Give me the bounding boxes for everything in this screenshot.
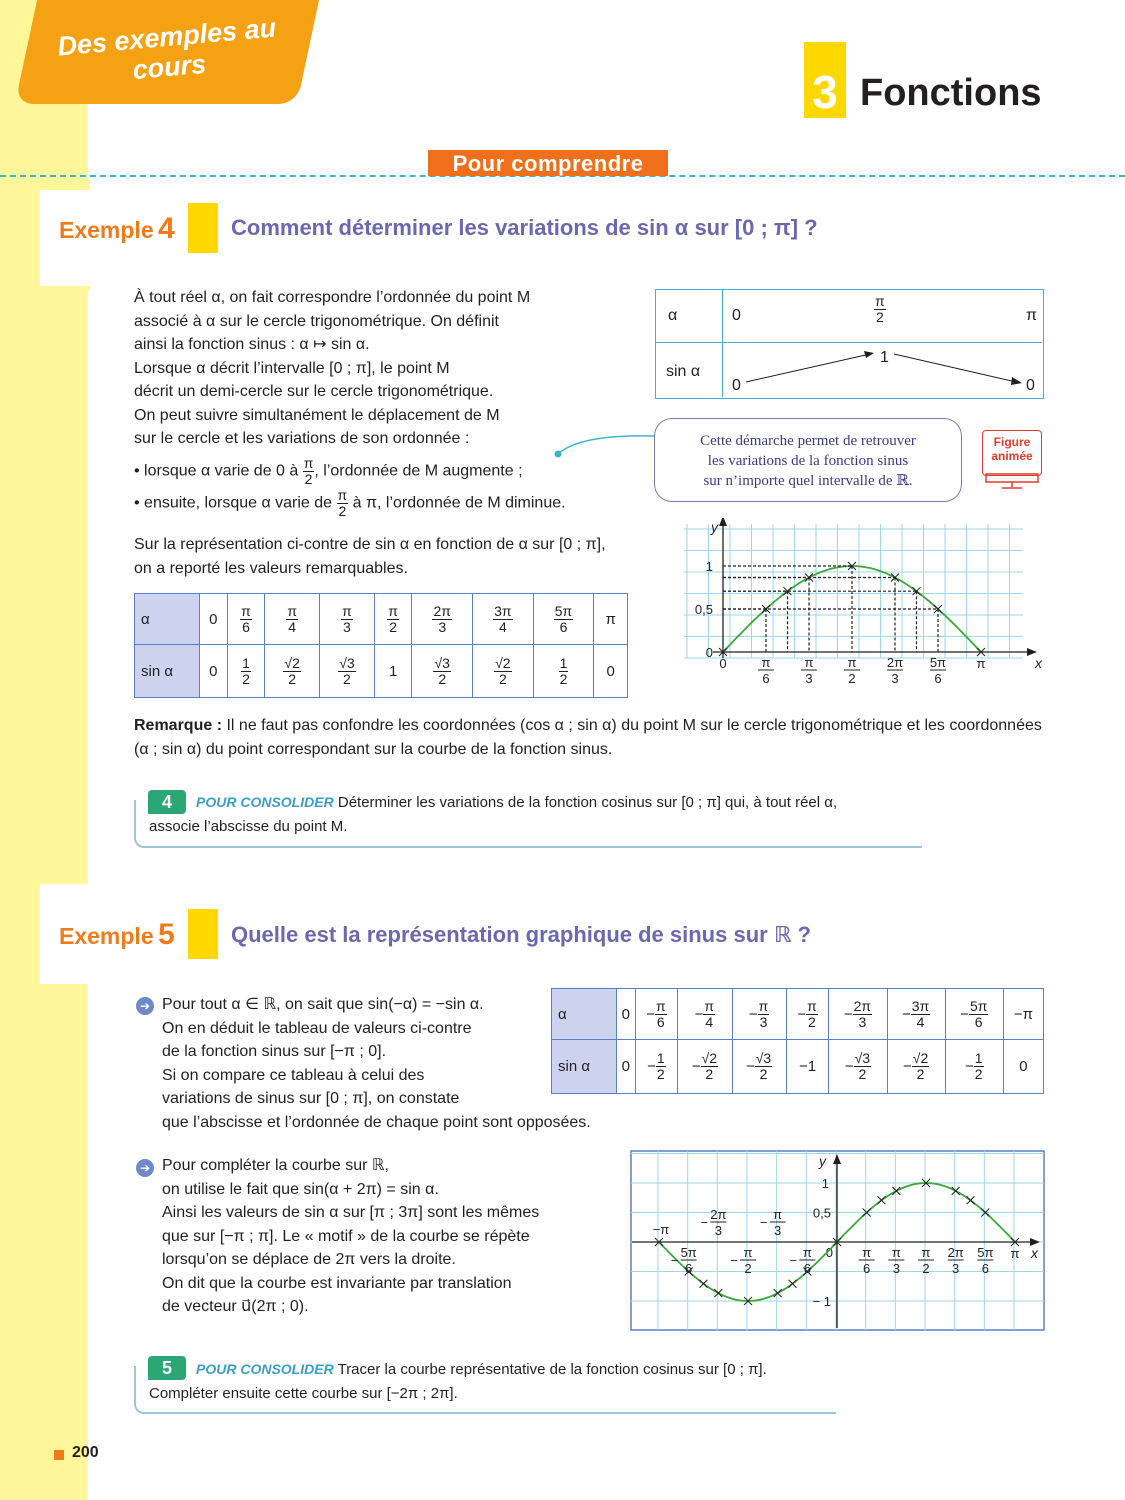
value-cell [829,989,887,1040]
denominator: 4 [916,1013,925,1030]
fraction [655,999,667,1030]
x-tick-label-numerator: π [773,1207,783,1222]
text-line: associé à α sur le cercle trigonométrique. On définit [134,312,499,330]
x-axis-label: x [1031,1245,1038,1261]
section-tag: Pour comprendre [428,150,668,176]
cell-value: 0 [606,662,615,680]
x-tick-label-denominator: 6 [981,1261,989,1276]
value-cell [678,989,732,1040]
monitor-icon [984,472,1040,490]
ex4-para2 [134,533,674,580]
numerator: π [342,602,352,619]
value-cell [732,1040,786,1094]
denominator: 3 [858,1013,867,1030]
denominator: 2 [559,670,568,687]
value-cell [617,1040,636,1094]
x-tick-label-denominator: 3 [952,1261,960,1276]
x-tick-label-sign: − [700,1215,709,1230]
var-y0: 0 [732,377,741,394]
fraction [494,656,511,687]
point-marker [789,1280,797,1288]
numerator: π [303,455,314,471]
text-line: sur le cercle et les variations de son ordonnée : [134,430,470,447]
denominator: 2 [304,471,313,487]
value-cell [374,645,412,698]
header-cell: sin α [135,645,200,698]
consolider-text: Tracer la courbe représentative de la fonction cosinus sur [0 ; π]. [333,1361,767,1378]
denominator: 3 [759,1013,768,1030]
point-marker [952,1187,960,1195]
y-tick-label: 0 [825,1245,833,1260]
sine-graph-minus-pi-pi [630,1150,1045,1331]
denominator: 6 [974,1013,983,1030]
table-row [135,645,628,698]
x-tick-label-numerator: π [802,1245,812,1260]
fraction [338,656,355,687]
denominator: 6 [559,618,568,635]
denominator: 2 [858,1066,867,1082]
text-line: on a reporté les valeurs remarquables. [134,559,408,577]
fraction [493,604,512,635]
var-row-sin: sin α [666,363,701,380]
header-cell: sin α [552,1040,617,1094]
value-cell [617,989,636,1040]
text-line: ainsi la fonction sinus : α ↦ sin α. [134,336,370,353]
ex4-number: 4 [158,212,175,245]
cell-value: −1 [799,1058,817,1075]
remark-text: Il ne faut pas confondre les coordonnées (cos α ; sin α) du point M sur le cercle trigonométrique et les coordonnées (α ; sin α) du point correspondant sur la courbe de la fonction sinus. [134,717,1042,758]
denominator: 2 [705,1066,714,1082]
x-tick-label-denominator: 6 [685,1261,693,1276]
animated-figure-button[interactable] [982,430,1042,476]
numerator: 3π [494,602,512,619]
fraction [806,999,818,1030]
numerator: √3 [755,1050,772,1066]
sign: − [965,1058,974,1075]
y-tick-label: 0 [705,645,713,660]
cell-value: 1 [388,662,398,680]
values-table-2 [551,988,1044,1094]
denominator: 2 [438,670,447,687]
text-line: de vecteur u⃗(2π ; 0). [162,1298,309,1315]
table-row [135,594,628,645]
fraction [758,999,770,1030]
text-line: les variations de la fonction sinus [707,453,909,469]
numerator: 5π [969,997,988,1014]
consolider-text: Déterminer les variations de la fonction cosinus sur [0 ; π] qui, à tout réel α, [333,794,838,811]
cell-value: 0 [621,1058,630,1075]
denominator: 6 [242,618,250,635]
remark-label: Remarque : [134,717,223,734]
value-cell [227,645,265,698]
bullet-text: • lorsque α varie de 0 à [134,462,303,480]
text-line: À tout réel α, on fait correspondre l’ordonnée du point M [134,289,531,306]
x-tick-label-sign: − [759,1215,768,1230]
x-tick-label-numerator: 5π [680,1245,697,1260]
value-cell [594,645,628,698]
fraction [911,999,930,1030]
numerator: π [704,997,715,1014]
value-cell [227,594,265,645]
banner-text: Des exemples au cours [56,12,278,86]
value-cell [533,645,594,698]
value-cell [678,1040,732,1094]
ex4-title: Comment déterminer les variations de sin α sur [0 ; π] ? [231,215,818,240]
y-tick-label: 1 [705,559,713,574]
x-axis-label: x [1035,655,1042,671]
var-row-alpha: α [668,307,678,324]
x-tick-label-denominator: 3 [892,1261,900,1276]
text-line: Lorsque α décrit l’intervalle [0 ; π], le point M [134,359,450,377]
fraction [559,656,569,687]
values-table-1 [134,593,628,698]
value-cell [200,645,228,698]
value-cell [265,594,320,645]
fraction [286,604,298,635]
fraction [912,1051,929,1082]
ex4-bullet-1 [134,456,654,487]
sign: − [748,1005,758,1023]
consolider-5-line1 [196,1358,876,1381]
sign: − [691,1058,701,1075]
numerator: √3 [854,1050,871,1066]
numerator: √3 [339,654,355,671]
value-cell [635,1040,678,1094]
text-line: On dit que la courbe est invariante par translation [162,1274,512,1292]
var-ymax: 1 [880,349,889,366]
point-marker [878,1196,886,1204]
value-cell [945,989,1003,1040]
consolider-4-line2: associe l’abscisse du point M. [149,818,348,835]
numerator: √2 [495,654,511,671]
denominator: 6 [656,1013,665,1030]
y-tick-label: 1 [821,1176,829,1191]
table-row [552,1040,1044,1094]
fraction [853,999,872,1030]
cell-value: 0 [1019,1058,1028,1075]
fraction [303,456,315,487]
var-x0: 0 [732,307,741,324]
numerator: 5π [554,602,573,619]
numerator: π [388,602,398,619]
point-marker [714,1289,722,1297]
numerator: √3 [434,654,450,671]
x-tick-label-denominator: 3 [891,671,899,686]
x-tick-label-numerator: π [862,1245,872,1260]
text-line: on utilise le fait que sin(α + 2π) = sin α. [162,1180,439,1198]
value-cell [945,1040,1003,1094]
x-tick-label-numerator: 2π [886,655,904,670]
x-tick-label-denominator: 3 [714,1223,722,1238]
sign: − [745,1058,755,1075]
fraction [969,999,988,1030]
point-marker [774,1289,782,1297]
value-cell [786,1040,829,1094]
y-axis-label: y [711,519,718,535]
chapter-number: 3 [804,42,846,118]
bubble-pointer [550,430,660,460]
text-line: variations de sinus sur [0 ; π], on constate [162,1090,460,1107]
text-line: décrit un demi-cercle sur le cercle trigonométrique. [134,383,494,400]
value-cell [265,645,320,698]
ex4-label-group [59,212,175,246]
text-line: que sur [−π ; π]. Le « motif » de la courbe se répète [162,1227,530,1245]
x-tick-label-denominator: 2 [922,1261,930,1276]
cell-value: 0 [621,1005,630,1023]
sign: − [843,1005,853,1023]
tip-bubble [654,418,962,502]
fraction [337,488,349,519]
consolider-5-number: 5 [148,1356,186,1380]
x-tick-label-denominator: 6 [762,671,770,686]
y-axis-arrow [833,1154,841,1164]
text-line: Pour tout α ∈ ℝ, on sait que sin(−α) = −sin α. [162,996,484,1013]
denominator: 2 [759,1066,768,1082]
sign: − [960,1005,969,1023]
x-tick-label-denominator: 3 [774,1223,782,1238]
x-tick-label-numerator: 5π [929,655,947,670]
ex5-label-group [59,918,175,952]
x-tick-label-denominator: 6 [863,1261,871,1276]
sign: − [694,1005,704,1023]
sign: − [646,1005,655,1023]
numerator: π [337,487,348,503]
consolider-4-line1 [196,791,936,814]
point-marker [967,1196,975,1204]
table-row [552,989,1044,1040]
header-cell: α [552,989,617,1040]
ex4-bullet-2 [134,488,654,519]
x-tick-label: π [976,656,986,671]
x-tick-label-denominator: 2 [744,1261,752,1276]
sign: − [797,1005,807,1023]
point-marker [892,1187,900,1195]
fraction [854,1051,871,1082]
variation-arrows [656,290,1042,397]
value-cell [533,594,594,645]
x-tick-label-denominator: 6 [803,1261,811,1276]
x-tick-label-sign: − [789,1253,798,1268]
numerator: 2π [433,602,451,619]
denominator: 4 [705,1013,714,1030]
numerator: π [875,293,885,309]
fraction [433,656,450,687]
page-number: 200 [72,1444,99,1461]
ex5-bar [188,909,218,959]
x-tick-label-numerator: π [804,655,814,670]
numerator: √2 [284,654,300,671]
x-tick-label-numerator: π [761,655,771,670]
text-line: Sur la représentation ci-contre de sin α en fonction de α sur [0 ; π], [134,536,606,553]
sign: − [844,1058,854,1075]
fraction [387,604,399,635]
text-line: de la fonction sinus sur [−π ; 0]. [162,1043,387,1060]
numerator: 3π [911,997,930,1014]
y-tick-label: 0,5 [694,602,713,617]
fig-label: animée [991,449,1033,463]
text-line: lorsqu’on se déplace de 2π vers la droite. [162,1251,456,1268]
fraction [974,1051,984,1082]
x-tick-label-numerator: 5π [977,1245,994,1260]
numerator: π [287,602,297,619]
y-tick-label: − 1 [812,1294,831,1309]
arrow-bullet-icon: ➔ [136,997,154,1015]
numerator: 1 [242,654,250,671]
sign: − [903,1058,912,1075]
x-tick-label: 0 [719,656,727,671]
text-line: sur n’importe quel intervalle de ℝ. [703,473,913,489]
x-tick-label-numerator: 2π [710,1207,727,1222]
value-cell [829,1040,887,1094]
consolider-tag: POUR CONSOLIDER [196,794,334,810]
cell-value: π [605,610,616,628]
value-cell [1003,1040,1043,1094]
x-tick-label-numerator: π [743,1245,753,1260]
denominator: 2 [656,1066,665,1082]
numerator: 2π [853,997,872,1014]
bullet-text: • ensuite, lorsque α varie de [134,494,337,512]
fraction [755,1051,772,1082]
value-cell [732,989,786,1040]
sine-graph-0-pi [684,518,1044,704]
x-tick-label: π [1010,1246,1020,1261]
value-cell [887,1040,945,1094]
ex5-block2 [162,1154,632,1319]
numerator: π [241,602,251,619]
numerator: 1 [656,1050,665,1066]
cell-value: 0 [209,610,218,628]
text-line: On peut suivre simultanément le déplacement de M [134,406,500,424]
numerator: √2 [912,1050,929,1066]
page-marker [54,1450,64,1460]
value-cell [320,594,375,645]
bullet-text: , l’ordonnée de M augmente ; [314,462,523,480]
denominator: 2 [343,670,351,687]
denominator: 2 [389,618,398,635]
denominator: 2 [498,670,507,687]
x-tick-label-sign: − [670,1253,679,1268]
ex5-label: Exemple [59,923,154,949]
text-line: Cette démarche permet de retrouver [700,433,916,449]
fraction [554,604,573,635]
numerator: π [807,997,817,1014]
numerator: 1 [974,1050,983,1066]
arrow-bullet-icon: ➔ [136,1159,154,1177]
x-tick-label-denominator: 6 [934,671,942,686]
fig-label: Figure [993,435,1031,449]
x-tick-label-numerator: π [891,1245,901,1260]
text-line: que l’abscisse et l’ordonnée de chaque point sont opposées. [162,1113,591,1131]
text-line: On en déduit le tableau de valeurs ci-contre [162,1019,472,1037]
text-line: Si on compare ce tableau à celui des [162,1066,425,1084]
var-xend: π [1026,307,1038,324]
denominator: 2 [808,1013,816,1030]
bullet-text: à π, l’ordonnée de M diminue. [348,494,566,512]
y-axis-label: y [819,1153,826,1169]
chapter-title: Fonctions [860,72,1042,114]
fraction [240,604,252,635]
sign: − [647,1058,656,1075]
consolider-4-number: 4 [148,790,186,814]
consolider-tag: POUR CONSOLIDER [196,1361,334,1377]
numerator: π [758,997,769,1014]
fraction [701,1051,718,1082]
ex4-intro [134,286,654,451]
fraction [341,604,353,635]
x-tick-label-numerator: 2π [947,1245,964,1260]
x-tick-label: −π [652,1222,670,1237]
y-tick-label: 0,5 [812,1205,831,1221]
sign: − [902,1005,911,1023]
text-line: Pour compléter la courbe sur ℝ, [162,1157,389,1174]
x-tick-label-denominator: 2 [848,671,856,686]
value-cell [473,645,534,698]
point-marker [700,1280,708,1288]
x-tick-label-sign: − [730,1253,738,1268]
header-cell: α [135,594,200,645]
x-tick-label-numerator: π [921,1245,931,1260]
value-cell [473,594,534,645]
var-yend: 0 [1026,377,1035,394]
denominator: 4 [288,618,297,635]
y-axis-arrow [719,518,727,526]
value-cell [412,645,473,698]
denominator: 2 [338,503,347,519]
denominator: 3 [438,618,447,635]
numerator: π [655,997,666,1014]
numerator: 1 [559,654,568,671]
fraction [283,656,300,687]
fraction [432,604,451,635]
value-cell [786,989,829,1040]
fraction [703,999,715,1030]
value-cell [635,989,678,1040]
value-cell [412,594,473,645]
denominator: 3 [343,618,351,635]
ex5-title: Quelle est la représentation graphique de sinus sur ℝ ? [231,922,811,947]
variation-table [655,289,1044,399]
ex5-number: 5 [158,918,175,951]
denominator: 2 [974,1066,983,1082]
ex4-label: Exemple [59,217,154,243]
denominator: 2 [242,670,250,687]
value-cell [200,594,228,645]
value-cell [1003,989,1043,1040]
value-cell [320,645,375,698]
value-cell [887,989,945,1040]
consolider-5-line2: Compléter ensuite cette courbe sur [−2π ; 2π]. [149,1385,458,1402]
x-tick-label-denominator: 3 [805,671,813,686]
denominator: 4 [498,618,507,635]
text-line: Ainsi les valeurs de sin α sur [π ; 3π] sont les mêmes [162,1204,540,1221]
fraction [241,656,251,687]
cell-value: −π [1013,1005,1033,1023]
denominator: 2 [288,670,297,687]
denominator: 2 [916,1066,925,1082]
remark [134,714,1054,761]
value-cell [594,594,628,645]
denominator: 2 [875,309,884,325]
value-cell [374,594,412,645]
fraction [656,1051,666,1082]
x-tick-label-numerator: π [847,655,857,670]
cell-value: 0 [209,662,218,680]
ex4-bar [188,203,218,253]
numerator: √2 [701,1050,717,1066]
